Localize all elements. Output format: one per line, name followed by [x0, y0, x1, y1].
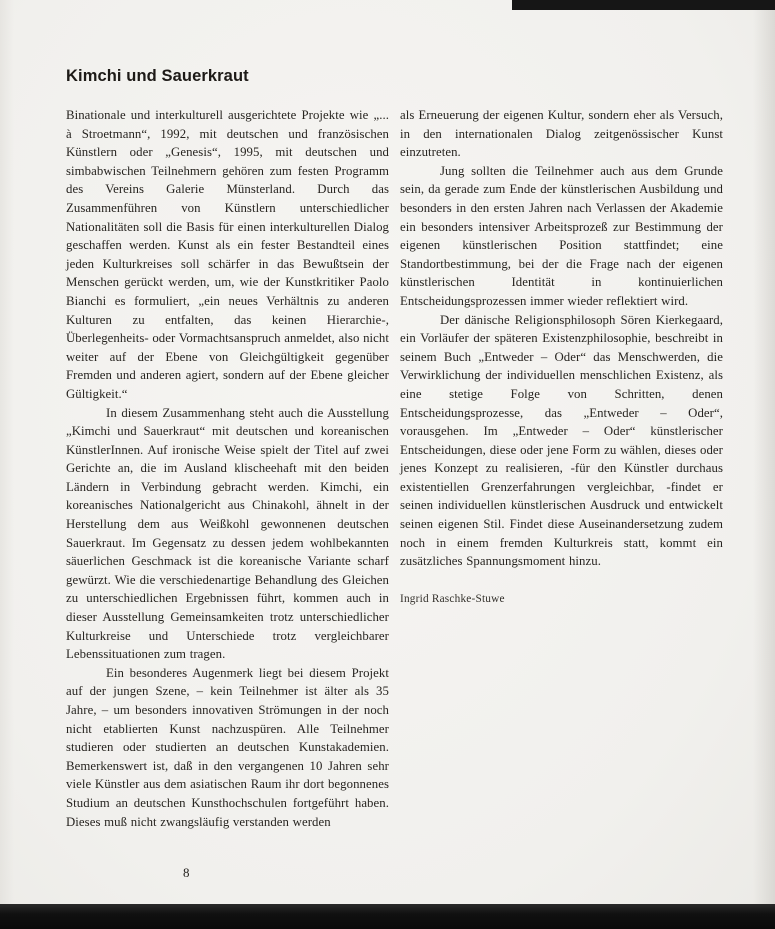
scan-artifact-bottom-bar	[0, 904, 775, 929]
article-columns	[66, 106, 723, 831]
paragraph: In diesem Zusammenhang steht auch die Ausstellung „Kimchi und Sauerkraut“ mit deutschen und koreanischen KünstlerInnen. Auf ironische Weise spielt der Titel auf zwei Gerichte an, die im Ausland klischeehaft mit den beiden Ländern in Verbindung gebracht werden. Kimchi, ein koreanisches Nationalgericht aus Chinakohl, ähnelt in der Herstellung dem aus Weißkohl gewonnenen deutschen Sauerkraut. Im Gegensatz zu dessen jedem wohlbekannten säuerlichen Geschmack ist die koreanische Variante scharf gewürzt. Wie die verschiedenartige Behandlung des Gleichen zu unterschiedlichen Ergebnissen führt, kommen auch in dieser Ausstellung Gemeinsamkeiten trotz unterschiedlicher Kulturkreise und Unterschiede trotz vergleichbarer Lebenssituationen zum tragen.	[66, 405, 389, 662]
paragraph-group-right	[400, 106, 723, 571]
page-number: 8	[183, 865, 190, 880]
paragraph: Jung sollten die Teilnehmer auch aus dem Grunde sein, da gerade zum Ende der künstlerischen Ausbildung und besonders in den ersten Jahren nach Verlassen der Akademie ein besonders intensiver Arbeitsprozeß zur Bestimmung der eigenen künstlerischen Position stattfindet; eine Standortbestimmung, bei der die Frage nach der eigenen künstlerischen Identität in kontinuierlichen Entscheidungsprozessen immer wieder reflektiert wird.	[400, 163, 723, 308]
scan-artifact-top-bar	[512, 0, 775, 10]
paragraph: Binationale und interkulturell ausgerichtete Projekte wie „... à Stroetmann“, 1992, mit deutschen und französischen Künstlern oder „Genesis“, 1995, mit deutschen und simbabwischen Teilnehmern gehören zum festen Programm des Vereins Galerie Münsterland. Durch das Zusammenführen von Künstlern unterschiedlicher Nationalitäten soll die Basis für einen interkulturellen Dialog geschaffen werden. Kunst als ein fester Bestandteil eines jeden Kulturkreises soll schärfer in das Bewußtsein der Menschen gerückt werden, um, wie der Kunstkritiker Paolo Bianchi es formuliert, „ein neues Verhältnis zu anderen Kulturen zu entfalten, das keinen Hierarchie-, Überlegenheits- oder Vormachtsanspruch anmeldet, also nicht weiter auf der Ebene von Gleichgültigkeit gegenüber Fremden und anderen agiert, sondern auf der Ebene gleicher Gültigkeit.“	[66, 108, 389, 401]
paragraph: als Erneuerung der eigenen Kultur, sondern eher als Versuch, in den internationalen Dialog zeitgenössischer Kunst einzutreten.	[400, 108, 723, 160]
paragraph: Ein besonderes Augenmerk liegt bei diesem Projekt auf der jungen Szene, – kein Teilnehmer ist älter als 35 Jahre, – um besonders innovativen Strömungen in der noch nicht etablierten Kunst nachzuspüren. Alle Teilnehmer studieren oder studierten an deutschen Kunstakademien. Bemerkenswert ist, daß in den vergangenen 10 Jahren sehr viele Künstler aus dem asiatischen Raum ihr dort begonnenes Studium an deutschen Kunsthochschulen fortgeführt haben. Dieses muß nicht zwangsläufig verstanden werden	[66, 665, 389, 829]
paragraph: Der dänische Religionsphilosoph Sören Kierkegaard, ein Vorläufer der späteren Existenzphilosophie, beschreibt in seinem Buch „Entweder – Oder“ das Menschwerden, die Verwirklichung der individuellen menschlichen Existenz, als eine stetige Folge von Schritten, denen Entscheidungsprozesse, das „Entweder – Oder“, vorausgehen. Im „Entweder – Oder“ künstlerischer Entscheidungen, diese oder jene Form zu wählen, dieses oder jenes Konzept zu realisieren, -für den Künstler durchaus existentiellen Grenzerfahrungen vergleichbar, -findet er seinen individuellen künstlerischen Ausdruck und entwickelt seinen eigenen Stil. Findet diese Auseinandersetzung zudem noch in einem fremden Kulturkreis statt, kommt ein zusätzliches Spannungsmoment hinzu.	[400, 312, 723, 569]
column-left	[66, 106, 389, 831]
column-right	[400, 106, 723, 831]
author-byline: Ingrid Raschke-Stuwe	[400, 592, 505, 605]
paragraph-group-left	[66, 106, 389, 831]
article-title: Kimchi und Sauerkraut	[66, 67, 249, 85]
